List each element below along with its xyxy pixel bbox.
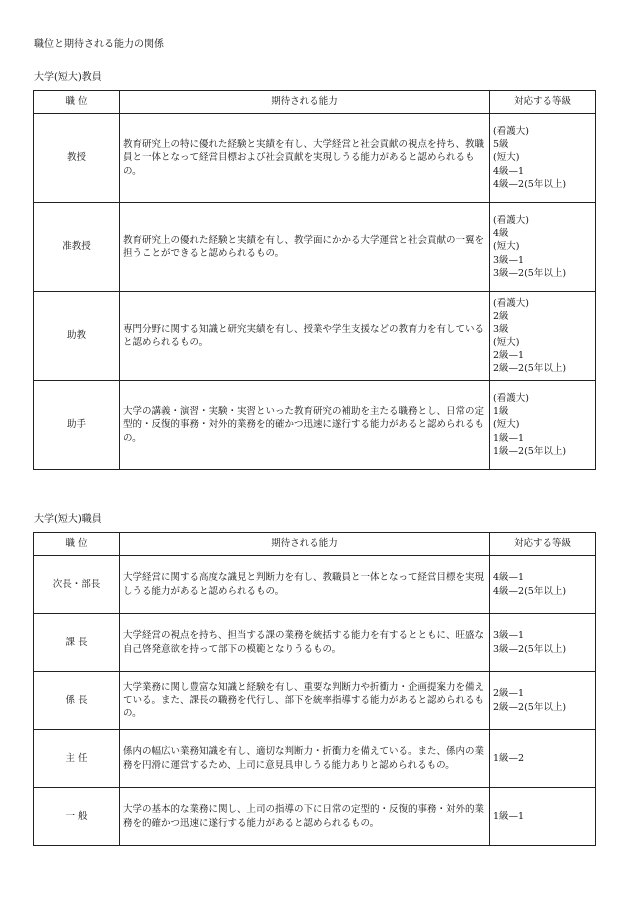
- staff-table: [33, 532, 596, 846]
- table-row: [34, 203, 596, 292]
- header-ability: 期待される能力: [120, 533, 490, 556]
- ability-cell: 教育研究上の優れた経験と実績を有し、教学面にかかる大学運営と社会貢献の一翼を担うことができると認められるもの。: [120, 203, 490, 292]
- grade-line: 2級—1: [493, 688, 525, 700]
- grade-line: 1級—1: [493, 432, 525, 444]
- page-title: 職位と期待される能力の関係: [34, 39, 164, 50]
- header-ability: 期待される能力: [120, 91, 490, 114]
- grade-line: 2級: [493, 310, 509, 322]
- faculty-table: [33, 90, 596, 470]
- ability-cell: 大学の講義・演習・実験・実習といった教育研究の補助を主たる職務とし、日常の定型的・反復的事務・対外的業務を的確かつ迅速に遂行する能力があると認められるもの。: [120, 381, 490, 470]
- grade-line: (看護大): [493, 215, 529, 227]
- grade-cell: [490, 292, 596, 381]
- grade-line: 4級—1: [493, 165, 525, 177]
- header-position: 職 位: [34, 91, 120, 114]
- position-cell: 課 長: [34, 614, 120, 672]
- table-row: [34, 672, 596, 730]
- position-cell: 准教授: [34, 203, 120, 292]
- ability-cell: 教育研究上の特に優れた経験と実績を有し、大学経営と社会貢献の視点を持ち、教職員と一体となって経営目標および社会貢献を実現しうる能力があると認められるもの。: [120, 114, 490, 203]
- ability-cell: 大学業務に関し豊富な知識と経験を有し、重要な判断力や折衝力・企画提案力を備えている。また、課長の職務を代行し、部下を統率指導する能力があると認められるもの。: [120, 672, 490, 730]
- grade-line: 4級—2(5年以上): [493, 585, 567, 597]
- table-row: [34, 788, 596, 846]
- position-cell: 係 長: [34, 672, 120, 730]
- header-grade: 対応する等級: [490, 533, 596, 556]
- table-row: [34, 556, 596, 614]
- grade-cell: [490, 788, 596, 846]
- grade-line: (看護大): [493, 393, 529, 405]
- position-cell: 主 任: [34, 730, 120, 788]
- staff-section-label: 大学(短大)職員: [34, 514, 102, 525]
- header-position: 職 位: [34, 533, 120, 556]
- header-grade: 対応する等級: [490, 91, 596, 114]
- grade-line: 3級: [493, 323, 509, 335]
- position-cell: 助教: [34, 292, 120, 381]
- grade-line: 3級—1: [493, 630, 525, 642]
- table-row: [34, 614, 596, 672]
- table-row: [34, 292, 596, 381]
- position-cell: 助手: [34, 381, 120, 470]
- grade-line: (看護大): [493, 126, 529, 138]
- grade-cell: [490, 114, 596, 203]
- grade-line: 4級: [493, 228, 509, 240]
- grade-line: 3級—2(5年以上): [493, 267, 567, 279]
- grade-cell: [490, 203, 596, 292]
- grade-line: 4級—2(5年以上): [493, 178, 567, 190]
- ability-cell: 大学経営の視点を持ち、担当する課の業務を統括する能力を有するとともに、旺盛な自己啓発意欲を持って部下の模範となりうるもの。: [120, 614, 490, 672]
- ability-cell: 専門分野に関する知識と研究実績を有し、授業や学生支援などの教育力を有していると認められるもの。: [120, 292, 490, 381]
- table-row: [34, 730, 596, 788]
- ability-cell: 大学経営に関する高度な識見と判断力を有し、教職員と一体となって経営目標を実現しうる能力があると認められるもの。: [120, 556, 490, 614]
- table-row: [34, 381, 596, 470]
- grade-line: (短大): [493, 337, 520, 348]
- grade-cell: [490, 381, 596, 470]
- grade-line: 1級—2(5年以上): [493, 445, 567, 457]
- grade-line: (短大): [493, 152, 520, 164]
- staff-header-row: [34, 533, 596, 556]
- position-cell: 一 般: [34, 788, 120, 846]
- grade-line: 1級—2: [493, 752, 525, 764]
- grade-line: (看護大): [493, 297, 529, 309]
- ability-cell: 係内の幅広い業務知識を有し、適切な判断力・折衝力を備えている。また、係内の業務を円滑に運営するため、上司に意見具申しうる能力ありと認められるもの。: [120, 730, 490, 788]
- grade-line: 1級—1: [493, 810, 525, 822]
- faculty-section-label: 大学(短大)教員: [34, 72, 102, 83]
- grade-line: 4級—1: [493, 572, 525, 584]
- grade-cell: [490, 556, 596, 614]
- grade-line: 2級—2(5年以上): [493, 701, 567, 713]
- grade-line: 1級: [493, 406, 509, 418]
- grade-line: 3級—2(5年以上): [493, 643, 567, 655]
- ability-cell: 大学の基本的な業務に関し、上司の指導の下に日常の定型的・反復的事務・対外的業務を的確かつ迅速に遂行する能力があると認められるもの。: [120, 788, 490, 846]
- faculty-header-row: [34, 91, 596, 114]
- grade-line: 2級—1: [493, 350, 525, 362]
- grade-line: (短大): [493, 419, 520, 431]
- position-cell: 次長・部長: [34, 556, 120, 614]
- grade-line: 5級: [493, 139, 509, 151]
- grade-line: 3級—1: [493, 254, 525, 266]
- grade-cell: [490, 614, 596, 672]
- grade-cell: [490, 672, 596, 730]
- grade-line: 2級—2(5年以上): [493, 363, 567, 375]
- grade-line: (短大): [493, 241, 520, 253]
- table-row: [34, 114, 596, 203]
- position-cell: 教授: [34, 114, 120, 203]
- grade-cell: [490, 730, 596, 788]
